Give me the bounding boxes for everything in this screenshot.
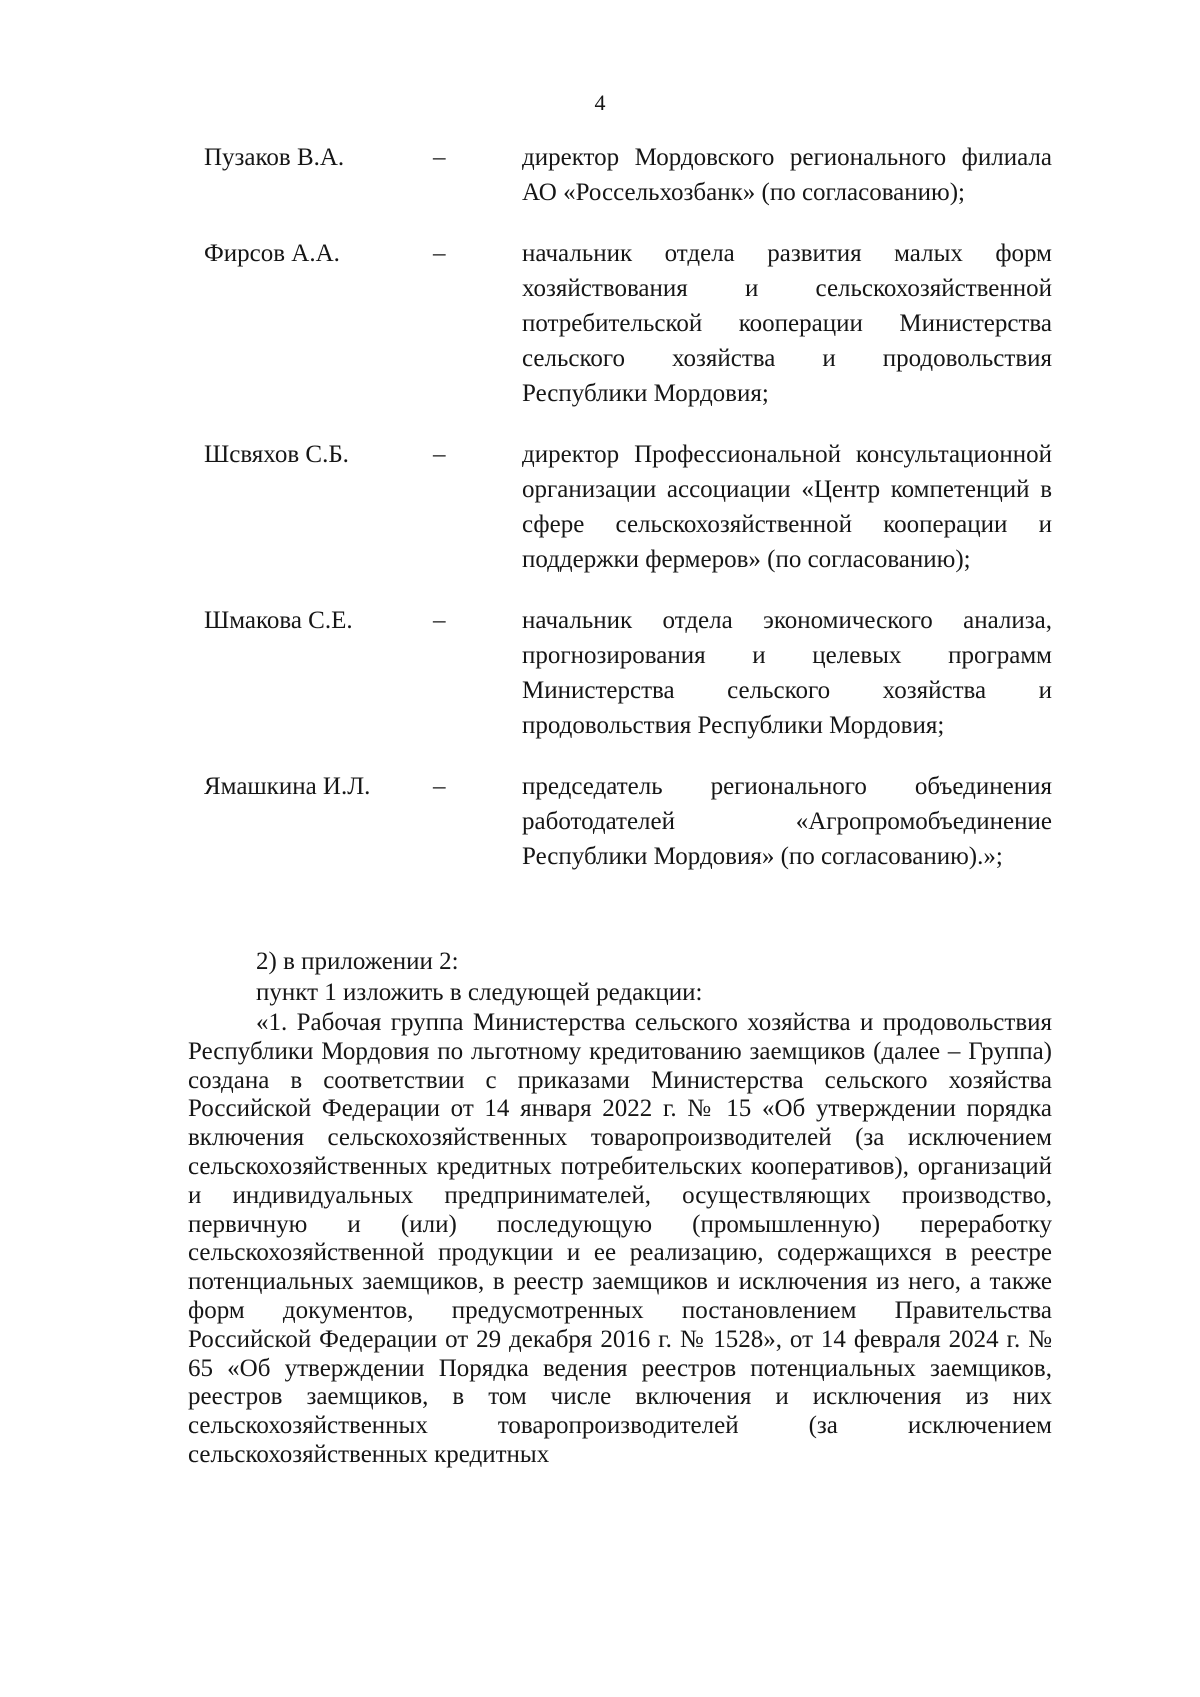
page-number: 4 (594, 90, 606, 115)
member-role: председатель регионального объединения работодателей «Агропромобъединение Республики Мордовия» (по согласованию).»; (522, 773, 1052, 870)
amendment-instruction: пункт 1 изложить в следующей редакции: (256, 979, 703, 1006)
member-list (0, 140, 1200, 900)
member-entry (0, 437, 1200, 577)
member-dash: – (433, 607, 446, 634)
member-name: Фирсов А.А. (204, 240, 340, 267)
member-dash: – (433, 441, 446, 468)
member-name: Шсвяхов С.Б. (204, 441, 349, 468)
member-name: Пузаков В.А. (204, 144, 345, 171)
member-entry (0, 769, 1200, 874)
member-dash: – (433, 144, 446, 171)
amendment-item: 2) в приложении 2: (256, 948, 459, 975)
member-role: директор Профессиональной консультационной организации ассоциации «Центр компетенций в сфере сельскохозяйственной кооперации и поддержки фермеров» (по согласованию); (522, 441, 1052, 573)
member-role: начальник отдела экономического анализа, прогнозирования и целевых программ Министерства сельского хозяйства и продовольствия Республики Мордовия; (522, 607, 1052, 739)
member-dash: – (433, 773, 446, 800)
member-entry (0, 140, 1200, 210)
member-name: Ямашкина И.Л. (204, 773, 371, 800)
member-entry (0, 236, 1200, 411)
member-role: начальник отдела развития малых форм хозяйствования и сельскохозяйственной потребительской кооперации Министерства сельского хозяйства и продовольствия Республики Мордовия; (522, 240, 1052, 407)
amendment-paragraph: «1. Рабочая группа Министерства сельского хозяйства и продовольствия Республики Мордовия по льготному кредитованию заемщиков (далее – Группа) создана в соответствии с приказами Министерства сельского хозяйства Российской Федерации от 14 января 2022 г. № 15 «Об утверждении порядка включения сельскохозяйственных товаропроизводителей (за исключением сельскохозяйственных кредитных потребительских кооперативов), организаций и индивидуальных предпринимателей, осуществляющих производство, первичную и (или) последующую (промышленную) переработку сельскохозяйственной продукции и ее реализацию, содержащихся в реестре потенциальных заемщиков, в реестр заемщиков и исключения из него, а также форм документов, предусмотренных постановлением Правительства Российской Федерации от 29 декабря 2016 г. № 1528», от 14 февраля 2024 г. № 65 «Об утверждении Порядка ведения реестров потенциальных заемщиков, реестров заемщиков, в том числе включения и исключения из них сельскохозяйственных товаропроизводителей (за исключением сельскохозяйственных кредитных (188, 1009, 1052, 1468)
member-role: директор Мордовского регионального филиала АО «Россельхозбанк» (по согласованию); (522, 144, 1052, 206)
member-entry (0, 603, 1200, 743)
member-dash: – (433, 240, 446, 267)
member-name: Шмакова С.Е. (204, 607, 353, 634)
